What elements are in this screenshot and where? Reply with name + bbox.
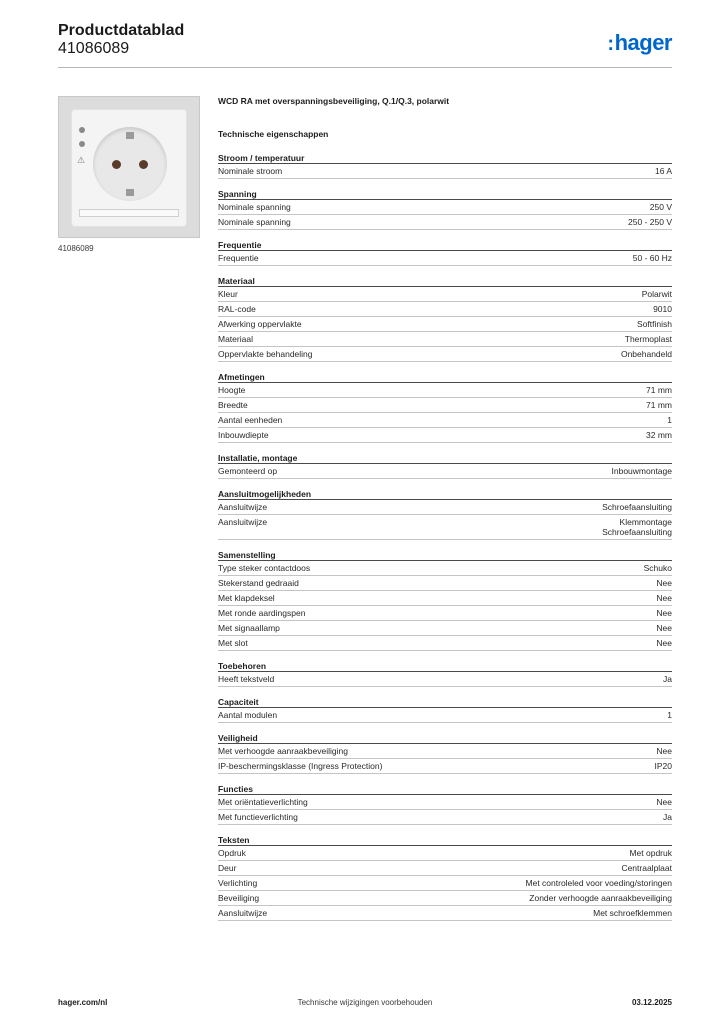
spec-group <box>218 453 672 479</box>
group-heading: Frequentie <box>218 240 672 251</box>
spec-group <box>218 240 672 266</box>
spec-value: IP20 <box>654 761 672 771</box>
group-heading: Veiligheid <box>218 733 672 744</box>
spec-row <box>218 215 672 230</box>
spec-value: Klemmontage Schroefaansluiting <box>602 517 672 537</box>
spec-row <box>218 672 672 687</box>
spec-label: Aansluitwijze <box>218 908 268 918</box>
logo-text: hager <box>614 30 672 55</box>
spec-row <box>218 464 672 479</box>
hager-logo[interactable] <box>607 30 672 56</box>
spec-label: Hoogte <box>218 385 246 395</box>
spec-row <box>218 413 672 428</box>
spec-label: Aantal eenheden <box>218 415 283 425</box>
spec-value: 9010 <box>653 304 672 314</box>
socket-hole <box>139 160 148 169</box>
group-heading: Stroom / temperatuur <box>218 153 672 164</box>
group-heading: Materiaal <box>218 276 672 287</box>
section-title: Technische eigenschappen <box>218 129 329 139</box>
spec-value: Ja <box>663 812 672 822</box>
spec-value: 32 mm <box>646 430 672 440</box>
spec-label: Afwerking oppervlakte <box>218 319 302 329</box>
spec-group <box>218 733 672 774</box>
spec-row <box>218 164 672 179</box>
spec-value: Met controleled voor voeding/storingen <box>525 878 672 888</box>
spec-value: 16 A <box>654 166 672 176</box>
spec-label: Nominale spanning <box>218 217 291 227</box>
spec-value: Met opdruk <box>629 848 672 858</box>
spec-value: Nee <box>656 797 672 807</box>
spec-group <box>218 276 672 362</box>
spec-row <box>218 606 672 621</box>
spec-group <box>218 835 672 921</box>
spec-group <box>218 550 672 651</box>
spec-label: Nominale spanning <box>218 202 291 212</box>
spec-row <box>218 891 672 906</box>
product-image <box>58 96 200 238</box>
spec-row <box>218 515 672 540</box>
spec-group <box>218 784 672 825</box>
spec-row <box>218 200 672 215</box>
spec-value: 71 mm <box>646 385 672 395</box>
spec-group <box>218 661 672 687</box>
spec-value: 1 <box>667 415 672 425</box>
spec-value: Polarwit <box>641 289 672 299</box>
socket-hole <box>112 160 121 169</box>
page-title: Productdatablad <box>58 22 185 39</box>
spec-label: Heeft tekstveld <box>218 674 275 684</box>
spec-value: 250 V <box>649 202 672 212</box>
spec-row <box>218 317 672 332</box>
header-divider <box>58 67 672 68</box>
spec-row <box>218 876 672 891</box>
spec-row <box>218 500 672 515</box>
spec-row <box>218 251 672 266</box>
spec-label: Type steker contactdoos <box>218 563 311 573</box>
spec-value: Thermoplast <box>624 334 672 344</box>
group-heading: Installatie, montage <box>218 453 672 464</box>
footer-date: 03.12.2025 <box>631 998 672 1007</box>
spec-group <box>218 153 672 179</box>
spec-group <box>218 489 672 540</box>
spec-label: IP-beschermingsklasse (Ingress Protection) <box>218 761 383 771</box>
spec-label: Deur <box>218 863 237 873</box>
spec-label: Met functieverlichting <box>218 812 298 822</box>
spec-group <box>218 189 672 230</box>
product-description: WCD RA met overspanningsbeveiliging, Q.1/Q.3, polarwit <box>218 96 450 106</box>
spec-label: Stekerstand gedraaid <box>218 578 299 588</box>
spec-row <box>218 621 672 636</box>
spec-label: Oppervlakte behandeling <box>218 349 313 359</box>
group-heading: Teksten <box>218 835 672 846</box>
spec-row <box>218 810 672 825</box>
spec-row <box>218 744 672 759</box>
group-heading: Samenstelling <box>218 550 672 561</box>
spec-label: Opdruk <box>218 848 246 858</box>
spec-value: Met schroefklemmen <box>593 908 672 918</box>
document-header <box>58 22 672 58</box>
spec-row <box>218 861 672 876</box>
spec-label: Met verhoogde aanraakbeveiliging <box>218 746 348 756</box>
earth-clip <box>126 189 134 196</box>
led-indicator <box>79 127 85 133</box>
spec-row <box>218 302 672 317</box>
spec-row <box>218 636 672 651</box>
group-heading: Spanning <box>218 189 672 200</box>
spec-label: Aansluitwijze <box>218 517 268 527</box>
spec-value: 71 mm <box>646 400 672 410</box>
spec-label: Gemonteerd op <box>218 466 278 476</box>
spec-value: Nee <box>656 623 672 633</box>
spec-label: Met oriëntatieverlichting <box>218 797 308 807</box>
spec-label: Aantal modulen <box>218 710 278 720</box>
spec-row <box>218 906 672 921</box>
warning-icon: ⚠ <box>77 155 86 165</box>
spec-row <box>218 383 672 398</box>
image-caption: 41086089 <box>58 244 94 253</box>
spec-value: Schroefaansluiting <box>602 502 672 512</box>
product-number: 41086089 <box>58 40 130 57</box>
spec-value: Zonder verhoogde aanraakbeveiliging <box>529 893 672 903</box>
spec-row <box>218 287 672 302</box>
spec-row <box>218 759 672 774</box>
socket-frame <box>71 109 187 227</box>
spec-label: Breedte <box>218 400 248 410</box>
spec-label: Met ronde aardingspen <box>218 608 306 618</box>
spec-label: Kleur <box>218 289 238 299</box>
spec-row <box>218 846 672 861</box>
footer-disclaimer: Technische wijzigingen voorbehouden <box>297 998 433 1007</box>
spec-value: 250 - 250 V <box>628 217 672 227</box>
spec-value: Ja <box>663 674 672 684</box>
spec-value: 50 - 60 Hz <box>632 253 672 263</box>
spec-label: Frequentie <box>218 253 259 263</box>
spec-label: Met klapdeksel <box>218 593 275 603</box>
spec-row <box>218 708 672 723</box>
group-heading: Aansluitmogelijkheden <box>218 489 672 500</box>
spec-groups <box>218 153 672 921</box>
spec-value: Onbehandeld <box>620 349 672 359</box>
group-heading: Afmetingen <box>218 372 672 383</box>
spec-label: Inbouwdiepte <box>218 430 269 440</box>
spec-content <box>218 96 672 921</box>
spec-row <box>218 332 672 347</box>
socket-outlet <box>93 127 167 201</box>
spec-label: Nominale stroom <box>218 166 283 176</box>
spec-value: Schuko <box>643 563 672 573</box>
group-heading: Capaciteit <box>218 697 672 708</box>
logo-colon: : <box>607 33 614 55</box>
spec-value: 1 <box>667 710 672 720</box>
spec-row <box>218 347 672 362</box>
spec-group <box>218 372 672 443</box>
spec-value: Nee <box>656 746 672 756</box>
spec-row <box>218 561 672 576</box>
spec-value: Nee <box>656 638 672 648</box>
label-field <box>79 209 179 217</box>
group-heading: Toebehoren <box>218 661 672 672</box>
spec-value: Inbouwmontage <box>611 466 672 476</box>
spec-row <box>218 576 672 591</box>
spec-label: Met slot <box>218 638 248 648</box>
spec-value: Nee <box>656 608 672 618</box>
spec-row <box>218 795 672 810</box>
spec-value: Nee <box>656 578 672 588</box>
spec-label: Materiaal <box>218 334 253 344</box>
spec-value: Nee <box>656 593 672 603</box>
spec-value: Softfinish <box>637 319 672 329</box>
spec-row <box>218 591 672 606</box>
spec-label: RAL-code <box>218 304 256 314</box>
footer-website-link[interactable]: hager.com/nl <box>58 998 108 1007</box>
group-heading: Functies <box>218 784 672 795</box>
earth-clip <box>126 132 134 139</box>
led-indicator <box>79 141 85 147</box>
spec-label: Beveiliging <box>218 893 260 903</box>
spec-label: Met signaallamp <box>218 623 280 633</box>
spec-label: Aansluitwijze <box>218 502 268 512</box>
spec-group <box>218 697 672 723</box>
spec-row <box>218 428 672 443</box>
spec-label: Verlichting <box>218 878 258 888</box>
spec-value: Centraalplaat <box>621 863 672 873</box>
spec-row <box>218 398 672 413</box>
